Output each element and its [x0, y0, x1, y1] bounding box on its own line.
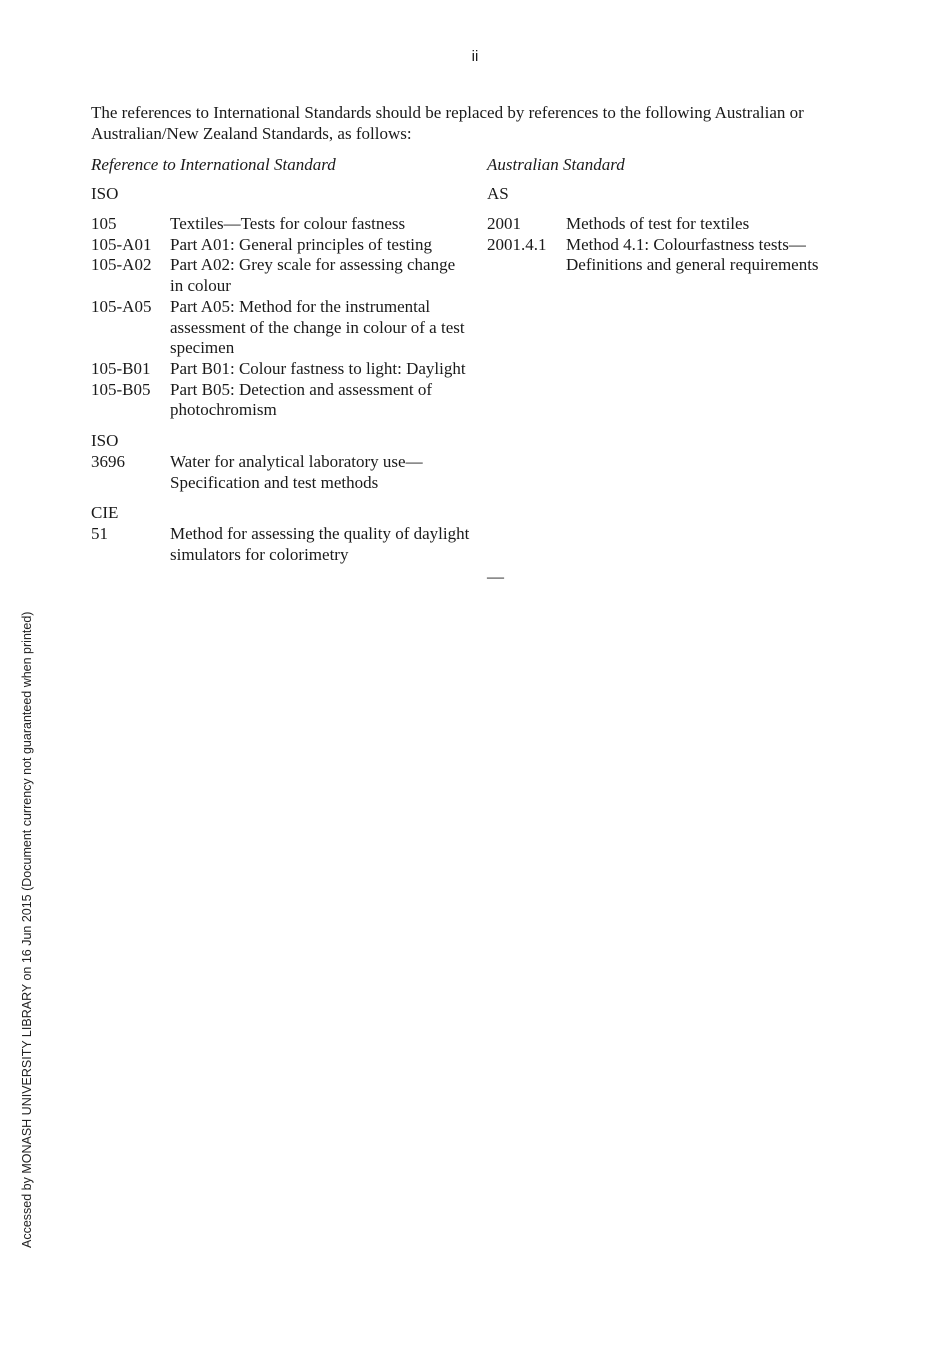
standard-code: 105-A05	[91, 296, 152, 316]
standard-title: Water for analytical laboratory use—Specification and test methods	[170, 452, 423, 492]
international-standards-column	[91, 184, 471, 576]
standard-title: Method 4.1: Colourfastness tests—Definitions and general requirements	[566, 234, 819, 275]
standard-code: 2001.4.1	[487, 234, 547, 254]
reference-row-105-b01	[91, 359, 471, 380]
as-group	[487, 184, 867, 276]
standard-code: 105-B01	[91, 358, 151, 378]
reference-row-105-b05	[91, 380, 471, 421]
standard-code: 51	[91, 524, 108, 544]
iso-group	[91, 184, 471, 421]
reference-row-2001-4-1	[487, 235, 867, 276]
reference-row-105-a02	[91, 255, 471, 296]
cie-no-equivalent-dash: —	[487, 567, 504, 586]
standard-title: Part A05: Method for the instrumental assessment of the change in colour of a test specimen	[170, 296, 465, 358]
standard-title: Method for assessing the quality of daylight simulators for colorimetry	[170, 524, 470, 565]
standard-title: Part B01: Colour fastness to light: Daylight	[170, 358, 466, 378]
group-label-iso: ISO	[91, 431, 119, 451]
standard-code: 105-A02	[91, 255, 152, 275]
standard-code: 105-B05	[91, 379, 151, 399]
standard-title: Textiles—Tests for colour fastness	[170, 214, 406, 233]
reference-row-105-a05	[91, 297, 471, 359]
header-australian-standard: Australian Standard	[487, 155, 625, 174]
reference-row-51	[91, 524, 471, 565]
standard-title: Methods of test for textiles	[566, 214, 750, 233]
reference-row-3696	[91, 452, 471, 493]
standard-code: 105-A01	[91, 234, 152, 254]
group-label-as: AS	[487, 184, 509, 203]
australian-standards-column	[487, 184, 867, 286]
standard-title: Part A01: General principles of testing	[170, 234, 433, 254]
reference-row-105	[91, 214, 471, 235]
standard-title: Part A02: Grey scale for assessing change in colour	[170, 255, 456, 296]
standard-code: 2001	[487, 214, 521, 233]
cie-group	[91, 503, 471, 565]
reference-row-2001	[487, 214, 867, 235]
reference-row-105-a01	[91, 235, 471, 256]
access-watermark-note: Accessed by MONASH UNIVERSITY LIBRARY on 16 Jun 2015 (Document currency not guaranteed when printed)	[20, 611, 34, 1248]
header-international-standard: Reference to International Standard	[91, 155, 336, 174]
page-number: ii	[471, 48, 479, 65]
standard-code: 3696	[91, 452, 125, 472]
group-label-cie: CIE	[91, 503, 119, 523]
iso-group-2	[91, 431, 471, 493]
standard-title: Part B05: Detection and assessment of photochromism	[170, 379, 433, 420]
group-label-iso: ISO	[91, 184, 119, 203]
standard-code: 105	[91, 214, 117, 233]
intro-paragraph: The references to International Standards should be replaced by references to the following Australian or Australian/New Zealand Standards, as follows:	[91, 103, 804, 143]
